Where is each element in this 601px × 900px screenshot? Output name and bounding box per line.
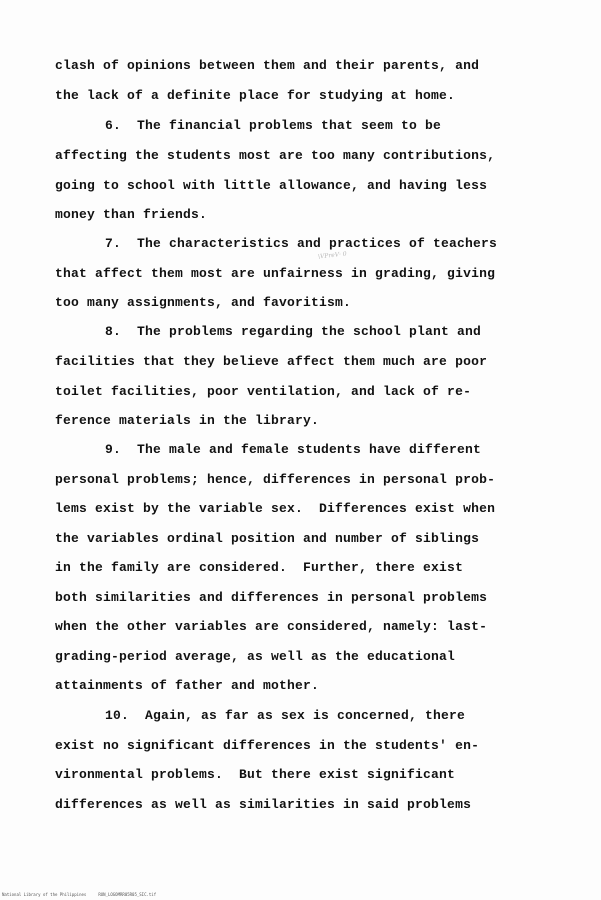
text-line-10: 8. The problems regarding the school plant and xyxy=(105,324,482,339)
text-line-23: 10. Again, as far as sex is concerned, there xyxy=(105,708,466,723)
text-line-26: differences as well as similarities in said problems xyxy=(55,797,472,812)
text-line-17: the variables ordinal position and number of siblings xyxy=(55,531,480,546)
text-line-9: too many assignments, and favoritism. xyxy=(55,295,352,310)
text-line-25: vironmental problems. But there exist significant xyxy=(55,767,456,782)
text-line-2: the lack of a definite place for studying at home. xyxy=(55,88,456,103)
text-line-15: personal problems; hence, differences in personal prob- xyxy=(55,472,496,487)
text-line-24: exist no significant differences in the students' en- xyxy=(55,738,480,753)
text-line-6: money than friends. xyxy=(55,207,208,222)
text-line-3: 6. The financial problems that seem to be xyxy=(105,118,442,133)
text-line-13: ference materials in the library. xyxy=(55,413,320,428)
text-line-18: in the family are considered. Further, there exist xyxy=(55,560,464,575)
text-line-21: grading-period average, as well as the educational xyxy=(55,649,456,664)
text-line-5: going to school with little allowance, and having less xyxy=(55,178,488,193)
text-line-20: when the other variables are considered, namely: last- xyxy=(55,619,488,634)
text-line-12: toilet facilities, poor ventilation, and lack of re- xyxy=(55,384,472,399)
text-line-8: that affect them most are unfairness in grading, giving xyxy=(55,266,496,281)
text-line-4: affecting the students most are too many contributions, xyxy=(55,148,496,163)
text-line-16: lems exist by the variable sex. Differences exist when xyxy=(55,501,496,516)
faint-mark: \VPreV· 0 xyxy=(317,250,348,261)
text-line-1: clash of opinions between them and their parents, and xyxy=(55,58,480,73)
text-line-22: attainments of father and mother. xyxy=(55,678,320,693)
scan-footer: National Library of the Philippines RUN_LOGOMRR05R05_SIC.tif xyxy=(2,892,157,897)
text-line-7: 7. The characteristics and practices of teachers xyxy=(105,236,498,251)
text-line-14: 9. The male and female students have different xyxy=(105,442,482,457)
text-line-11: facilities that they believe affect them much are poor xyxy=(55,354,488,369)
text-line-19: both similarities and differences in personal problems xyxy=(55,590,488,605)
